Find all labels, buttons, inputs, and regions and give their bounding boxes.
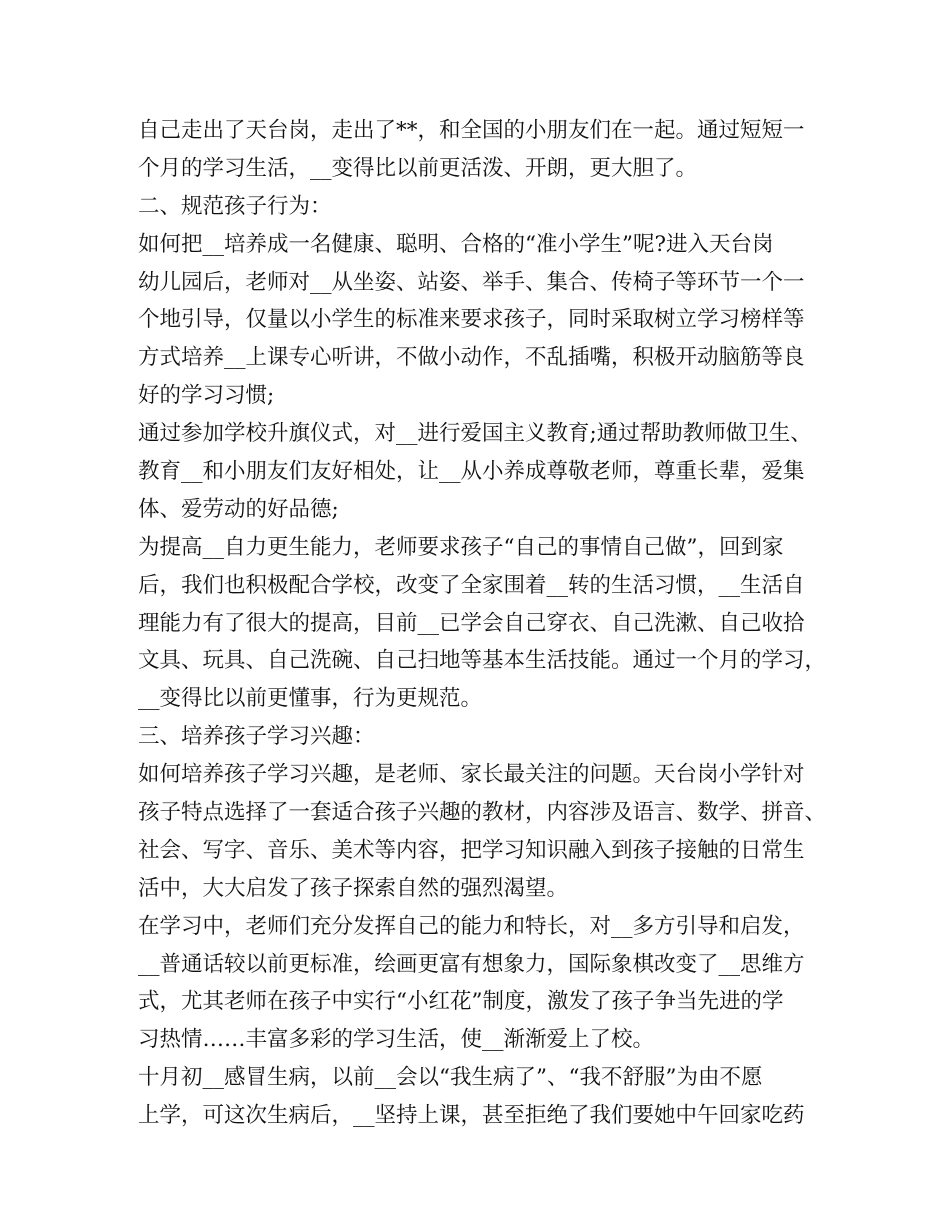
text-line: 个月的学习生活，__变得比以前更活泼、开朗，更大胆了。 — [138, 155, 698, 181]
text-line: 通过参加学校升旗仪式，对__进行爱国主义教育;通过帮助教师做卫生、 — [138, 421, 812, 447]
text-line: 习热情……丰富多彩的学习生活，使__渐渐爱上了校。 — [138, 1027, 655, 1053]
document-body — [138, 112, 828, 1135]
text-line: 后，我们也积极配合学校，改变了全家围着__转的生活习惯，__生活自 — [138, 572, 805, 598]
text-line: 如何把__培养成一名健康、聪明、合格的“准小学生”呢?进入天台岗 — [138, 231, 774, 257]
text-line: 式，尤其老师在孩子中实行“小红花”制度，激发了孩子争当先进的学 — [138, 989, 784, 1015]
text-line: 活中，大大启发了孩子探索自然的强烈渴望。 — [138, 875, 569, 901]
text-line: 上学，可这次生病后，__坚持上课，甚至拒绝了我们要她中午回家吃药 — [138, 1103, 805, 1129]
text-line: __普通话较以前更标准，绘画更富有想象力，国际象棋改变了__思维方 — [138, 951, 805, 977]
text-line: 教育__和小朋友们友好相处，让__从小养成尊敬老师，尊重长辈，爱集 — [138, 459, 805, 485]
text-line: 好的学习习惯; — [138, 383, 275, 409]
text-line: 在学习中，老师们充分发挥自己的能力和特长，对__多方引导和启发， — [138, 913, 805, 939]
text-line: 幼儿园后，老师对__从坐姿、站姿、举手、集合、传椅子等环节一个一 — [138, 269, 805, 295]
text-line: 如何培养孩子学习兴趣，是老师、家长最关注的问题。天台岗小学针对 — [138, 762, 805, 788]
text-line: 孩子特点选择了一套适合孩子兴趣的教材，内容涉及语言、数学、拼音、 — [138, 800, 827, 826]
text-line: 方式培养__上课专心听讲，不做小动作，不乱插嘴，积极开动脑筋等良 — [138, 345, 805, 371]
section-heading: 三、培养孩子学习兴趣： — [138, 724, 375, 750]
text-line: 个地引导，仅量以小学生的标准来要求孩子，同时采取树立学习榜样等 — [138, 307, 805, 333]
text-line: 理能力有了很大的提高，目前__已学会自己穿衣、自己洗漱、自己收拾 — [138, 610, 805, 636]
section-heading: 二、规范孩子行为： — [138, 193, 332, 219]
text-line: 为提高__自力更生能力，老师要求孩子“自己的事情自己做”，回到家 — [138, 534, 784, 560]
text-line: 十月初__感冒生病，以前__会以“我生病了”、“我不舒服”为由不愿 — [138, 1065, 763, 1091]
text-line: 体、爱劳动的好品德; — [138, 496, 339, 522]
text-line: 文具、玩具、自己洗碗、自己扫地等基本生活技能。通过一个月的学习， — [138, 648, 827, 674]
text-line: __变得比以前更懂事，行为更规范。 — [138, 686, 483, 712]
text-line: 自己走出了天台岗，走出了**，和全国的小朋友们在一起。通过短短一 — [138, 118, 805, 143]
text-line: 社会、写字、音乐、美术等内容，把学习知识融入到孩子接触的日常生 — [138, 837, 805, 863]
